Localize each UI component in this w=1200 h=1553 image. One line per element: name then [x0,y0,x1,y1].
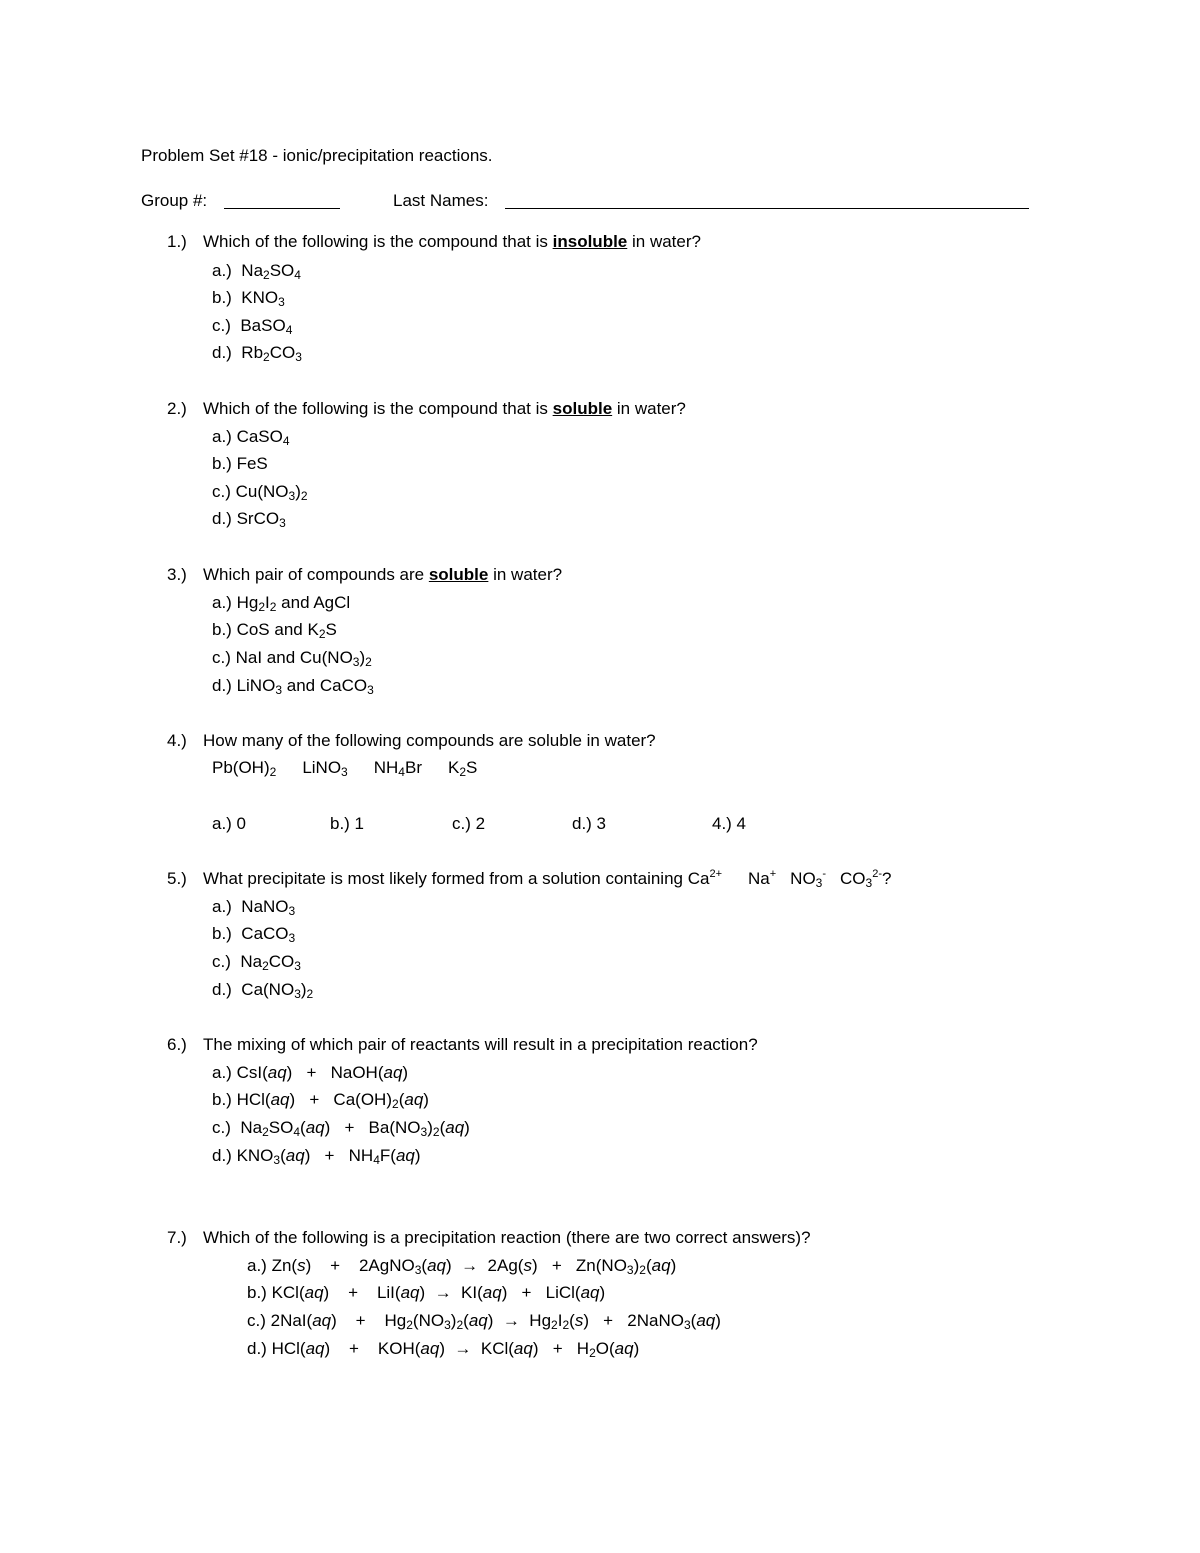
q4-compound-list: $Pb(OH)_2$ LiNO$_3$ $NH_4Br$ $K_2S$ [212,758,478,779]
q6-option-a: a.) CsI(aq) + NaOH(aq) [212,1063,409,1082]
q4-choice-d: d.) 3 [572,814,607,833]
q7a-arrow-icon: → [461,1256,479,1275]
question-2-text: Which of the following is the compound that is soluble in water? [203,399,686,418]
last-names-label: Last Names: [393,191,489,210]
q1-option-d: d.) $Rb_2CO_3$ [212,343,302,364]
question-7-text: Which of the following is a precipitation reaction (there are two correct answers)? [203,1228,811,1247]
question-7-number: 7.) [167,1228,187,1247]
question-2-emphasis: soluble [552,399,613,418]
question-1-text: Which of the following is the compound that is insoluble in water? [203,232,701,251]
q7-option-d: d.) HCl(aq) + $KOH(aq) \to KCl(aq) + H_2O(aq)$ [247,1339,640,1360]
q7d-arrow-icon: → [454,1339,472,1358]
q3-option-b: b.) CoS and $K_2S$ [212,620,337,641]
q7-option-b: b.) KCl(aq) + LiI(aq) → KI(aq) + LiCl(aq) [247,1283,606,1302]
question-5-number: 5.) [167,869,187,888]
question-4-text: How many of the following compounds are soluble in water? [203,731,656,750]
q4-choice-b: b.) 1 [330,814,365,833]
question-6-text: The mixing of which pair of reactants will result in a precipitation reaction? [203,1035,758,1054]
q4-choice-a: a.) 0 [212,814,247,833]
q1-option-a: a.) $Na_2SO_4$ [212,261,301,282]
q5-option-c: c.) $Na_2CO_3$ [212,952,301,973]
q2-option-a: a.) CaSO$_4$ [212,427,290,448]
question-1-emphasis: insoluble [552,232,628,251]
q2-option-c: c.) $Cu(NO_3)_2$ [212,482,308,503]
q7-option-c: c.) 2NaI(aq) + $Hg_2(NO_3)_2(aq) \to Hg_2I_2(s)$ + 2NaNO$_3$(aq) [247,1311,721,1332]
q7c-arrow-icon: → [502,1311,520,1330]
group-number-blank[interactable] [224,208,340,209]
q1-option-c: c.) BaSO$_4$ [212,316,293,337]
page-title: Problem Set #18 - ionic/precipitation reactions. [141,146,493,165]
q2-option-b: b.) FeS [212,454,268,473]
q3-option-d: d.) LiNO$_3$ and CaCO$_3$ [212,676,374,697]
q1-option-b: b.) $KNO_3$ [212,288,285,309]
q4-choice-c: c.) 2 [452,814,486,833]
question-3-emphasis: soluble [428,565,489,584]
question-6-number: 6.) [167,1035,187,1054]
group-label: Group #: [141,191,208,210]
q3-option-c: c.) NaI and $Cu(NO_3)_2$ [212,648,372,669]
question-1-number: 1.) [167,232,187,251]
q7b-arrow-icon: → [434,1283,452,1302]
q4-choice-e: 4.) 4 [712,814,747,833]
question-3-number: 3.) [167,565,187,584]
q2-option-d: d.) SrCO$_3$ [212,509,286,530]
q6-option-b: b.) $HCl(aq) + Ca(OH)_2(aq)$ [212,1090,429,1111]
q5-option-d: d.) $Ca(NO_3)_2$ [212,980,314,1001]
q5-option-b: b.) CaCO$_3$ [212,924,296,945]
q3-option-a: a.) $Hg_2I_2$ and AgCl [212,593,351,614]
question-5-text: What precipitate is most likely formed from a solution containing $Ca^{2+}$ Na+ $NO_3^-$ $CO_3^{2-}$? [203,868,892,890]
q6-option-c: c.) $Na_2SO_4(aq) + Ba(NO_3)_2(aq)$ [212,1118,470,1139]
question-3-text: Which pair of compounds are soluble in water? [203,565,563,584]
q5-option-a: a.) NaNO$_3$ [212,897,296,918]
last-names-blank[interactable] [505,208,1029,209]
question-4-number: 4.) [167,731,187,750]
q6-option-d: d.) $KNO_3(aq) + NH_4F(aq)$ [212,1146,421,1167]
q7-option-a: a.) Zn(s) + 2AgNO$_3$(aq) → $2Ag(s) + Zn(NO_3)_2(aq)$ [247,1256,677,1277]
question-2-number: 2.) [167,399,187,418]
